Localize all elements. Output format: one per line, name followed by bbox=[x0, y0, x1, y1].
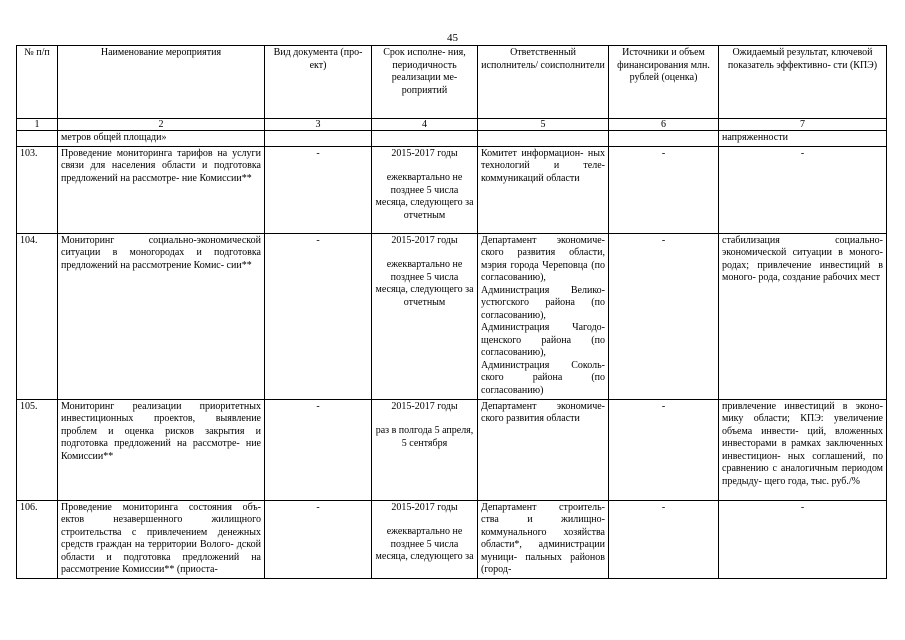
row-number: 106. bbox=[17, 500, 58, 578]
row-doc: - bbox=[265, 233, 372, 399]
row-years: 2015-2017 годы bbox=[391, 400, 458, 412]
row-period: ежеквартально не позднее 5 числа месяца, следующего за отчетным bbox=[375, 172, 474, 221]
page-number: 45 bbox=[447, 32, 458, 44]
row-funding: - bbox=[609, 146, 719, 233]
row-number: 105. bbox=[17, 399, 58, 500]
table-row bbox=[17, 233, 887, 399]
header-result: Ожидаемый результат, ключевой показатель эффективно- сти (КПЭ) bbox=[719, 46, 887, 119]
row-deadline bbox=[372, 500, 478, 578]
table-row bbox=[17, 500, 887, 578]
continuation-name: метров общей площади» bbox=[58, 131, 265, 147]
continuation-result: напряженности bbox=[719, 131, 887, 147]
table-row bbox=[17, 399, 887, 500]
header-doc-type: Вид документа (про- ект) bbox=[265, 46, 372, 119]
table-header-row bbox=[17, 46, 887, 119]
row-name: Мониторинг социально-экономической ситуации в моногородах и подготовка предложений на рассмотрение Комис- сии** bbox=[58, 233, 265, 399]
row-name: Мониторинг реализации приоритетных инвестиционных проектов, выявление проблем и оценка рисков закрытия и подготовка предложений на рассмотре- ние Комиссии** bbox=[58, 399, 265, 500]
column-number: 5 bbox=[478, 119, 609, 131]
plan-table bbox=[16, 45, 887, 579]
row-funding: - bbox=[609, 399, 719, 500]
row-result: стабилизация социально- экономической ситуации в моного- родах; привлечение инвестиций в моного- рода, создание рабочих мест bbox=[719, 233, 887, 399]
row-years: 2015-2017 годы bbox=[391, 234, 458, 246]
column-number: 6 bbox=[609, 119, 719, 131]
row-period: ежеквартально не позднее 5 числа месяца, следующего за bbox=[375, 526, 474, 562]
header-funding: Источники и объем финансирования млн. рублей (оценка) bbox=[609, 46, 719, 119]
row-result: - bbox=[719, 146, 887, 233]
row-doc: - bbox=[265, 146, 372, 233]
row-executor: Департамент экономиче- ского развития области bbox=[478, 399, 609, 500]
header-deadline: Срок исполне- ния, периодичность реализации ме- роприятий bbox=[372, 46, 478, 119]
row-deadline bbox=[372, 146, 478, 233]
column-number: 2 bbox=[58, 119, 265, 131]
row-executor: Департамент строитель- ства и жилищно- коммунального хозяйства области*, администрации муници- пальных районов (город- bbox=[478, 500, 609, 578]
row-years: 2015-2017 годы bbox=[391, 147, 458, 159]
row-funding: - bbox=[609, 233, 719, 399]
row-doc: - bbox=[265, 399, 372, 500]
row-period: ежеквартально не позднее 5 числа месяца, следующего за отчетным bbox=[375, 259, 474, 308]
row-years: 2015-2017 годы bbox=[391, 501, 458, 513]
row-executor: Комитет информацион- ных технологий и теле- коммуникаций области bbox=[478, 146, 609, 233]
row-result: привлечение инвестиций в эконо- мику области; КПЭ: увеличение объема инвести- ций, вложенных инвесторами в рамках заключенных инвестицион- ных соглашений, по сравнению с аналогичным периодом предыду- щего года, тыс. руб./% bbox=[719, 399, 887, 500]
row-doc: - bbox=[265, 500, 372, 578]
row-deadline bbox=[372, 399, 478, 500]
header-executor: Ответственный исполнитель/ соисполнители bbox=[478, 46, 609, 119]
row-funding: - bbox=[609, 500, 719, 578]
row-deadline bbox=[372, 233, 478, 399]
row-name: Проведение мониторинга тарифов на услуги связи для населения области и подготовка предложений на рассмотре- ние Комиссии** bbox=[58, 146, 265, 233]
column-number: 3 bbox=[265, 119, 372, 131]
header-number: № п/п bbox=[17, 46, 58, 119]
row-period: раз в полгода 5 апреля, 5 сентября bbox=[375, 425, 474, 449]
continuation-row bbox=[17, 131, 887, 147]
column-number-row bbox=[17, 119, 887, 131]
header-name: Наименование мероприятия bbox=[58, 46, 265, 119]
row-number: 103. bbox=[17, 146, 58, 233]
column-number: 7 bbox=[719, 119, 887, 131]
column-number: 1 bbox=[17, 119, 58, 131]
column-number: 4 bbox=[372, 119, 478, 131]
table-row bbox=[17, 146, 887, 233]
row-executor: Департамент экономиче- ского развития области, мэрия города Череповца (по согласованию), Администрация Велико- устюгского района (по согласованию), Администрация Чагодо- щенского района (по согласованию), Администрация Соколь- ского района (по согласованию) bbox=[478, 233, 609, 399]
row-name: Проведение мониторинга состояния объ- ектов незавершенного жилищного строительства с привлечением денежных средств граждан на территории Волого- дской области и подготовка предложений на рассмотрение Комиссии** (приоста- bbox=[58, 500, 265, 578]
row-result: - bbox=[719, 500, 887, 578]
row-number: 104. bbox=[17, 233, 58, 399]
